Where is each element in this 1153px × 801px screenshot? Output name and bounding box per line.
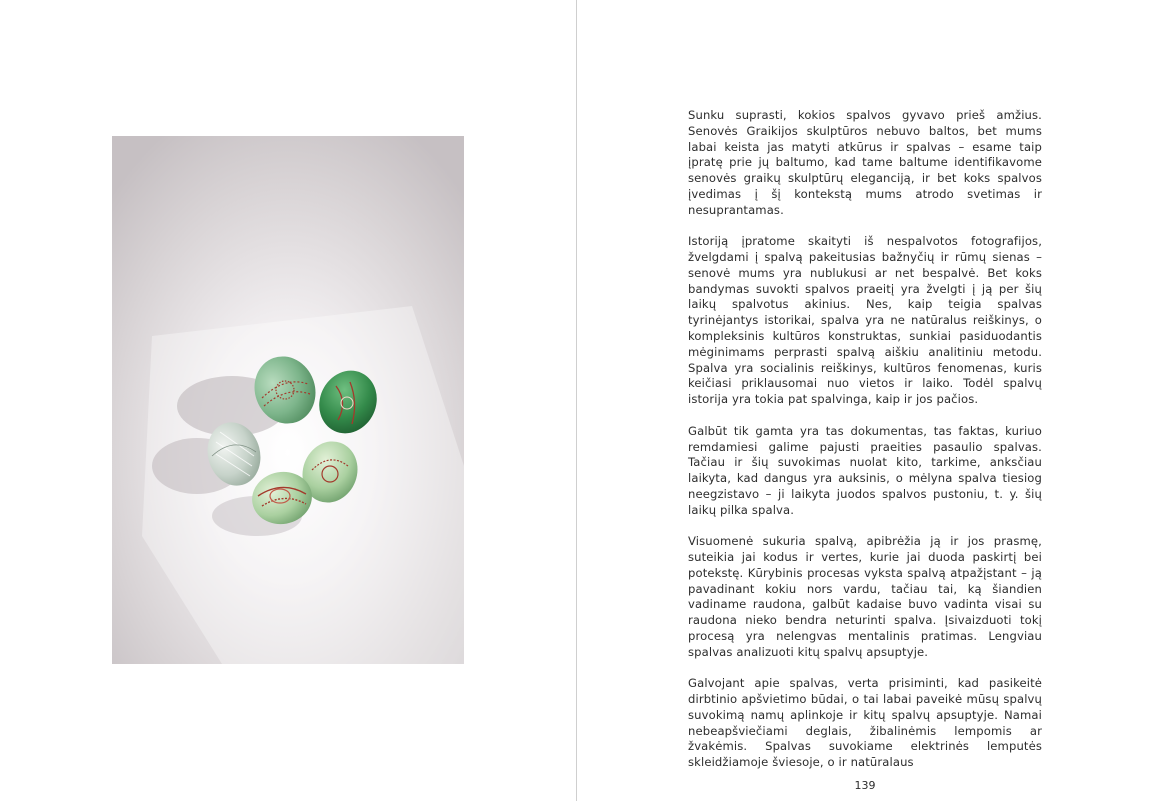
body-text (688, 108, 1042, 787)
right-page (577, 0, 1153, 801)
easter-eggs-photo (112, 136, 464, 664)
paragraph-3: Galbūt tik gamta yra tas dokumentas, tas faktas, kuriuo remdamiesi galime pajusti praeities pasaulio spalvas. Tačiau ir šių suvokimas nuolat kito, tarkime, anksčiau laikyta, kad dangus yra auksinis, o mėlyna spalva tiesiog neegzistavo – ji laikyta juodos spalvos pustoniu, t. y. šių laikų pilka spalva. (688, 423, 1042, 517)
paragraph-2: Istoriją įpratome skaityti iš nespalvotos fotografijos, žvelgdami į spalvą pakeitusias bažnyčių ir rūmų sienas – senovė mums yra nublukusi ar net bespalvė. Bet koks bandymas suvokti spalvos praeitį yra žvelgti į ją per šių laikų spalvotus akinius. Nes, kaip teigia spalvas tyrinėjantys istorikai, spalva yra ne natūralus reiškinys, o kompleksinis kultūros konstruktas, sunkiai pasiduodantis mėginimams perprasti spalvą aiškiu analitiniu metodu. Spalva yra socialinis reiškinys, kultūros fenomenas, kuris keičiasi priklausomai nuo vietos ir laiko. Todėl spalvų istorija yra tokia pat spalvinga, kaip ir jos pačios. (688, 234, 1042, 407)
left-page (0, 0, 576, 801)
paragraph-4: Visuomenė sukuria spalvą, apibrėžia ją ir jos prasmę, suteikia jai kodus ir vertes, kurie jai duoda paskirtį bei potekstę. Kūrybinis procesas vyksta spalvą atpažįstant – ją pavadinant kokiu nors vardu, tačiau tai, ką šiandien vadiname raudona, galbūt kadaise buvo vadinta visai su raudona nieko bendra neturinti spalva. Įsivaizduoti tokį procesą yra nelengvas mentalinis pratimas. Lengviau spalvas analizuoti kitų spalvų apsuptyje. (688, 534, 1042, 659)
page-number: 139 (854, 779, 876, 792)
paragraph-1: Sunku suprasti, kokios spalvos gyvavo prieš amžius. Senovės Graikijos skulptūros nebuvo baltos, bet mums labai keista jas matyti atkūrus ir spalvas – esame taip įpratę prie jų baltumo, kad tame baltume identifikavome senovės graikų skulptūrų eleganciją, ir bet koks spalvos įvedimas į šį kontekstą mums atrodo svetimas ir nesuprantamas. (688, 108, 1042, 217)
paragraph-5: Galvojant apie spalvas, verta prisiminti, kad pasikeitė dirbtinio apšvietimo būdai, o tai labai paveikė mūsų spalvų suvokimą namų aplinkoje ir kitų spalvų apsuptyje. Namai nebeapšviečiami deglais, žibalinėmis lempomis ar žvakėmis. Spalvas suvokiame elektrinės lemputės skleidžiamoje šviesoje, o ir natūralaus (688, 676, 1042, 770)
